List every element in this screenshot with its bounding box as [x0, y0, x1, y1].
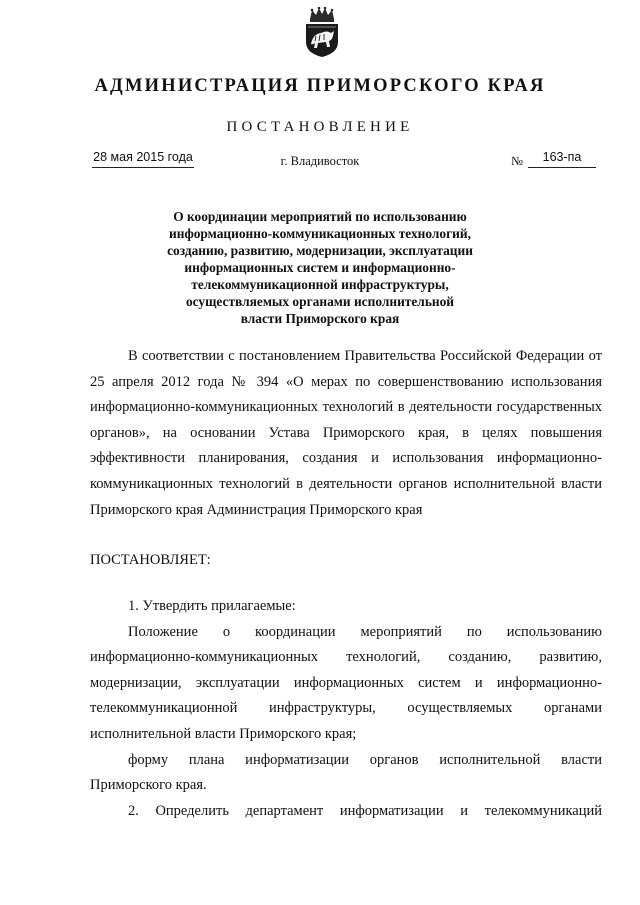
subject-line: телекоммуникационной инфраструктуры,	[191, 277, 449, 292]
coat-of-arms-icon	[303, 6, 341, 58]
document-city: г. Владивосток	[280, 154, 360, 168]
subject-line: осуществляемых органами исполнительной	[185, 294, 455, 309]
subject-line: созданию, развитию, модернизации, эксплуатации	[167, 243, 473, 258]
item-2: 2. Определить департамент информатизации и телекоммуникаций	[128, 802, 602, 819]
subject-line: информационно-коммуникационных технологий,	[169, 226, 471, 241]
organization-title: АДМИНИСТРАЦИЯ ПРИМОРСКОГО КРАЯ	[94, 76, 546, 96]
document-date: 28 мая 2015 года	[92, 150, 194, 168]
preamble-paragraph: В соответствии с постановлением Правительства Российской Федерации от 25 апреля 2012 года № 394 «О мерах по совершенствованию использования информационно-коммуникационных технологий в деятельности государственных органов», на основании Устава Приморского края, в целях повышения эффективности планирования, создания и использования информационно-коммуникационных технологий в деятельности органов исполнительной власти Приморского края Администрация Приморского края	[90, 348, 602, 518]
number-sign: №	[511, 154, 523, 168]
document-number: 163-па	[528, 150, 596, 168]
document-type: ПОСТАНОВЛЕНИЕ	[226, 119, 414, 135]
subject-line: О координации мероприятий по использованию	[173, 209, 467, 224]
resolves-heading: ПОСТАНОВЛЯЕТ:	[90, 552, 211, 568]
subject-line: информационных систем и информационно-	[184, 260, 456, 275]
preamble-block	[90, 344, 602, 523]
item-1: 1. Утвердить прилагаемые:	[128, 598, 296, 614]
items-block	[90, 594, 602, 824]
item-1-regulation: Положение о координации мероприятий по использованию информационно-коммуникационных технологий, созданию, развитию, модернизации, эксплуатации информационных систем и информационно-телекоммуникационной инфраструктуры, осуществляемых органами исполнительной власти Приморского края;	[90, 623, 602, 742]
subject-line: власти Приморского края	[240, 311, 400, 326]
document-subject	[150, 208, 490, 327]
item-1-plan-form: форму плана информатизации органов исполнительной власти Приморского края.	[90, 751, 602, 794]
crown-icon	[310, 7, 334, 22]
